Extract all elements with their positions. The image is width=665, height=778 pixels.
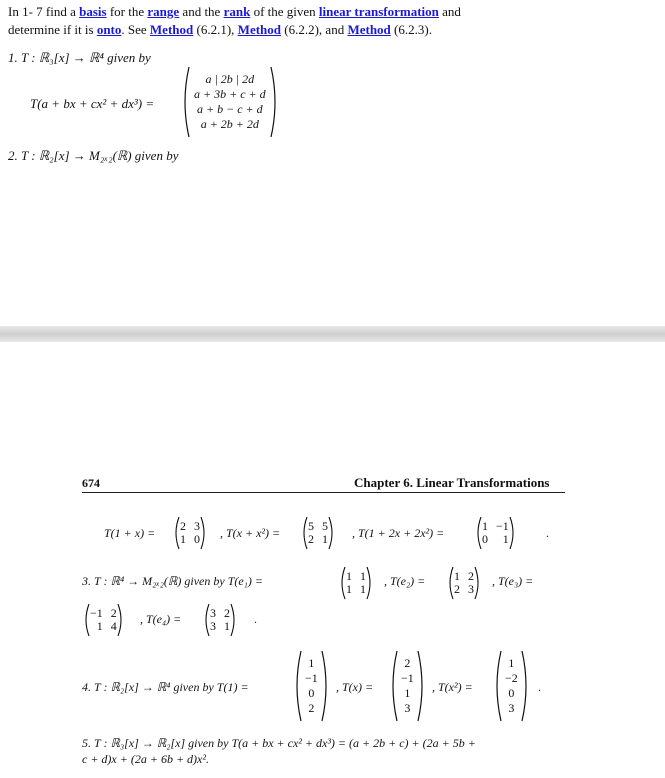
vector-entry: 0 [508, 686, 515, 700]
exercise-1-vector [180, 66, 280, 138]
matrix-entry: 1 [360, 582, 366, 596]
matrix-entry: 1 [224, 619, 230, 633]
matrix-entry: 1 [360, 569, 366, 583]
left-paren [338, 566, 346, 600]
left-paren [172, 516, 180, 550]
vector-entry: 2 [404, 656, 411, 670]
left-paren [492, 650, 502, 722]
vector-entries [398, 656, 417, 716]
ex3-matrix-3 [82, 603, 125, 637]
matrix-entry: 3 [194, 519, 200, 533]
ex3-period: . [254, 612, 257, 626]
chapter-title: Chapter 6. Linear Transformations [354, 475, 550, 490]
range-link[interactable]: range [147, 4, 180, 19]
matrix-entries [90, 607, 117, 633]
left-paren [474, 516, 482, 550]
right-paren [230, 603, 238, 637]
ex3-term-4: , T(e₄) = [140, 612, 182, 626]
intro-text: of the given [250, 4, 319, 19]
vector-entry: a | 2b | 2d [205, 72, 255, 86]
exercise-5-line-2: c + d)x + (2a + 6b + d)x². [82, 752, 209, 766]
intro-text: and [438, 4, 461, 19]
matrix-entry: 5 [308, 519, 314, 533]
left-paren [388, 650, 398, 722]
page-separator [0, 326, 665, 342]
matrix-entry: 3 [210, 606, 216, 620]
ex4-vector-2 [388, 650, 427, 722]
left-paren [292, 650, 302, 722]
right-paren [366, 566, 374, 600]
ex2-term-2: , T(x + x²) = [220, 526, 281, 540]
intro-text: determine if it is [8, 22, 97, 37]
matrix-entry: 2 [224, 606, 230, 620]
vector-entry: 0 [308, 686, 315, 700]
matrix-entry: 2 [180, 519, 186, 533]
ex3-matrix-1 [338, 566, 374, 600]
right-paren [321, 650, 331, 722]
ex4-vector-1 [292, 650, 331, 722]
rank-link[interactable]: rank [223, 4, 251, 19]
exercise-5-line-1: 5. T : ℝ₃[x] → ℝ₂[x] given by T(a + bx + cx² + dx³) = (a + 2b + c) + (2a + 5b + [82, 736, 476, 750]
matrix-entry: 1 [502, 532, 509, 546]
ex4-period: . [538, 680, 541, 694]
intro-text: for the [106, 4, 148, 19]
matrix-entry: 5 [322, 519, 328, 533]
matrix-entry: 1 [96, 619, 103, 633]
left-paren [180, 66, 190, 138]
right-paren [509, 516, 517, 550]
matrix-entry: 1 [180, 532, 186, 546]
left-paren [82, 603, 90, 637]
matrix-entry: 1 [346, 582, 352, 596]
exercise-2-heading: 2. T : ℝ₂[x] → M₂ₓ₂(ℝ) given by [8, 148, 179, 163]
intro-text: . See [121, 22, 150, 37]
left-paren [446, 566, 454, 600]
matrix-entry: −1 [90, 606, 103, 620]
vector-entry: 1 [508, 656, 515, 670]
intro-line-2 [8, 22, 432, 38]
vector-entry: a + b − c + d [197, 102, 263, 116]
matrix-entries [210, 607, 230, 633]
vector-entry: −2 [505, 671, 518, 685]
vector-entry: 3 [508, 701, 515, 715]
method-ref: (6.2.2), and [281, 22, 348, 37]
vector-entry: 2 [308, 701, 315, 715]
matrix-entry: 1 [322, 532, 328, 546]
page-number: 674 [82, 476, 100, 490]
vector-entries [190, 72, 270, 132]
vector-entry: a + 3b + c + d [194, 87, 266, 101]
left-paren [300, 516, 308, 550]
method-ref: (6.2.1), [193, 22, 238, 37]
matrix-entries [482, 520, 509, 546]
vector-entry: −1 [401, 671, 414, 685]
ex3-term-3: , T(e₃) = [492, 574, 534, 588]
right-paren [417, 650, 427, 722]
matrix-entry: 3 [468, 582, 474, 596]
ex2-period: . [546, 526, 549, 540]
vector-entries [502, 656, 521, 716]
vector-entry: 1 [308, 656, 315, 670]
right-paren [200, 516, 208, 550]
right-paren [117, 603, 125, 637]
matrix-entries [346, 570, 366, 596]
matrix-entry: 2 [454, 582, 460, 596]
left-paren [202, 603, 210, 637]
exercise-3-heading: 3. T : ℝ⁴ → M₂ₓ₂(ℝ) given by T(e₁) = [82, 574, 263, 588]
matrix-entries [308, 520, 328, 546]
ex4-vector-3 [492, 650, 531, 722]
basis-link[interactable]: basis [79, 4, 107, 19]
method-link-2[interactable]: Method [237, 22, 282, 37]
intro-text: In 1- 7 find a [8, 4, 80, 19]
ex2-matrix-2 [300, 516, 336, 550]
matrix-entry: 2 [308, 532, 314, 546]
ex2-term-1: T(1 + x) = [104, 526, 156, 540]
ex3-matrix-2 [446, 566, 482, 600]
matrix-entry: 1 [454, 569, 460, 583]
ex2-term-3: , T(1 + 2x + 2x²) = [352, 526, 445, 540]
ex2-matrix-3 [474, 516, 517, 550]
intro-line-1 [8, 4, 461, 20]
matrix-entry: 2 [468, 569, 474, 583]
intro-text: and the [179, 4, 224, 19]
right-paren [521, 650, 531, 722]
matrix-entry: 0 [482, 532, 488, 546]
ex4-term-3: , T(x²) = [432, 680, 473, 694]
matrix-entry: 1 [346, 569, 352, 583]
vector-entry: 1 [404, 686, 411, 700]
linear-transformation-link[interactable]: linear transformation [318, 4, 439, 19]
right-paren [474, 566, 482, 600]
matrix-entry: 1 [482, 519, 488, 533]
ex3-term-2: , T(e₂) = [384, 574, 426, 588]
matrix-entry: −1 [496, 519, 509, 533]
matrix-entry: 0 [194, 532, 200, 546]
onto-link[interactable]: onto [96, 22, 122, 37]
method-ref: (6.2.3). [390, 22, 432, 37]
right-paren [328, 516, 336, 550]
exercise-1-heading: 1. T : ℝ₃[x] → ℝ⁴ given by [8, 50, 151, 65]
matrix-entry: 2 [110, 606, 117, 620]
method-link-1[interactable]: Method [149, 22, 194, 37]
matrix-entry: 3 [210, 619, 216, 633]
exercise-1-lhs: T(a + bx + cx² + dx³) = [30, 96, 155, 111]
ex2-matrix-1 [172, 516, 208, 550]
matrix-entries [454, 570, 474, 596]
exercise-4-heading: 4. T : ℝ₂[x] → ℝ⁴ given by T(1) = [82, 680, 249, 694]
matrix-entry: 4 [110, 619, 117, 633]
vector-entry: 3 [404, 701, 411, 715]
vector-entry: a + 2b + 2d [200, 117, 259, 131]
ex3-matrix-4 [202, 603, 238, 637]
header-rule [82, 492, 565, 493]
ex4-term-2: , T(x) = [336, 680, 374, 694]
right-paren [270, 66, 280, 138]
vector-entry: −1 [305, 671, 318, 685]
method-link-3[interactable]: Method [347, 22, 391, 37]
matrix-entries [180, 520, 200, 546]
vector-entries [302, 656, 321, 716]
